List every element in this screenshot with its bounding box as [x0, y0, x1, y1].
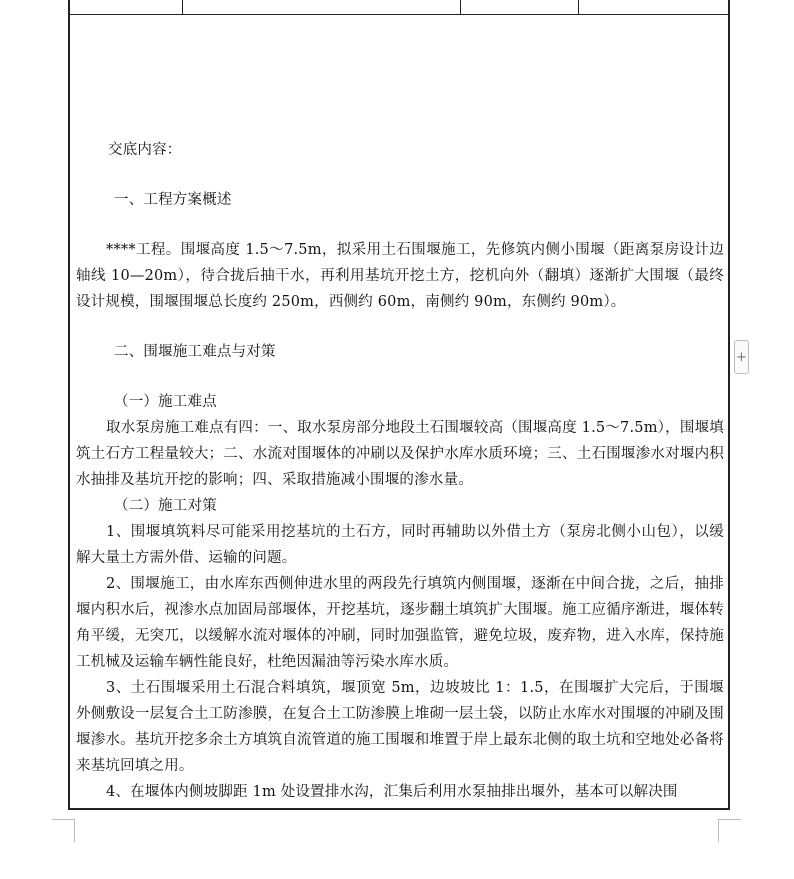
list-item: 1、围堰填筑料尽可能采用挖基坑的土石方，同时再辅助以外借土方（泵房北侧小山包），以缓解大量土方需外借、运输的问题。	[76, 524, 724, 566]
section-heading: 一、工程方案概述	[114, 192, 232, 208]
section-paragraph: ****工程。围堰高度 1.5～7.5m，拟采用土石围堰施工，先修筑内侧小围堰（距离泵房设计边轴线 10—20m），待合拢后抽干水，再利用基坑开挖土方，挖机向外（翻填）逐渐扩大围堰（最终设计规模，围堰围堰总长度约 250m，西侧约 60m，南侧约 90m，东侧约 90m）。	[76, 242, 724, 310]
column-divider	[578, 0, 579, 14]
section-heading: 二、围堰施工难点与对策	[114, 344, 276, 360]
subsection-heading: （二）施工对策	[114, 498, 217, 514]
table-header-row-remnant	[70, 0, 728, 15]
disclosure-label: 交底内容：	[108, 142, 182, 158]
add-row-button[interactable]	[734, 340, 749, 374]
list-item: 2、围堰施工，由水库东西侧伸进水里的两段先行填筑内侧围堰，逐渐在中间合拢，之后，抽排堰内积水后，视渗水点加固局部堰体，开挖基坑，逐步翻土填筑扩大围堰。施工应循序渐进，堰体转角平缓，无突兀，以缓解水流对堰体的冲刷，同时加强监管，避免垃圾，废弃物，进入水库，保持施工机械及运输车辆性能良好，杜绝因漏油等污染水库水质。	[76, 576, 724, 670]
list-item: 4、在堰体内侧坡脚距 1m 处设置排水沟，汇集后利用水泵抽排出堰外，基本可以解决围	[106, 784, 678, 800]
document-body[interactable]	[76, 137, 724, 805]
section-paragraph: 取水泵房施工难点有四：一、取水泵房部分地段土石围堰较高（围堰高度 1.5～7.5m），围堰填筑土石方工程量较大；二、水流对围堰体的冲刷以及保护水库水质环境；三、土石围堰渗水对堰内积水抽排及基坑开挖的影响；四、采取措施减小围堰的渗水量。	[76, 420, 724, 488]
plus-icon: +	[736, 349, 747, 365]
page-corner-mark-left	[52, 819, 75, 842]
subsection-heading: （一）施工难点	[114, 394, 217, 410]
page-corner-mark-right	[718, 819, 741, 842]
table-cell-frame	[68, 0, 730, 810]
column-divider	[460, 0, 461, 14]
column-divider	[182, 0, 183, 14]
list-item: 3、土石围堰采用土石混合料填筑，堰顶宽 5m，边坡坡比 1：1.5，在围堰扩大完后，于围堰外侧敷设一层复合土工防渗膜，在复合土工防渗膜上堆砌一层土袋，以防止水库水对围堰的冲刷及围堰渗水。基坑开挖多余土方填筑自流管道的施工围堰和堆置于岸上最东北侧的取土坑和空地处必备将来基坑回填之用。	[76, 680, 724, 774]
